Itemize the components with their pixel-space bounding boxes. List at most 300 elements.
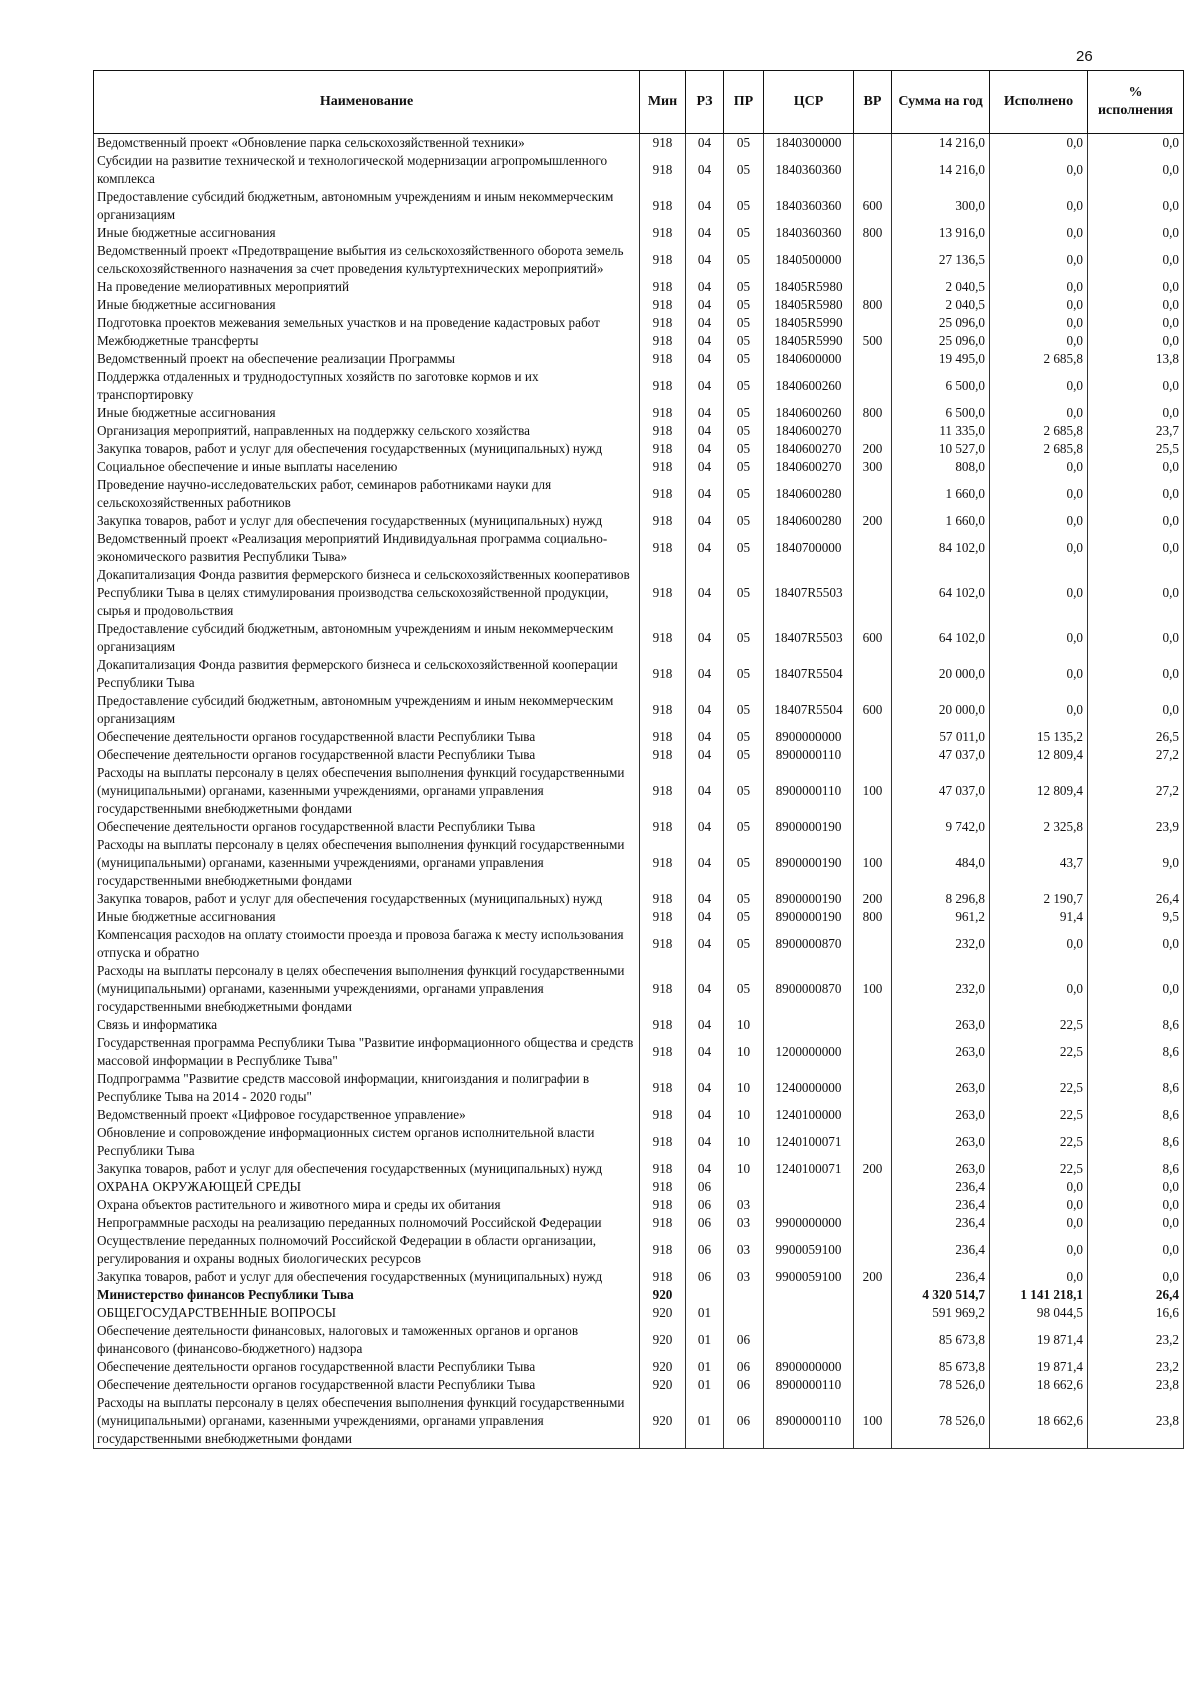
cell-done: 0,0	[990, 278, 1088, 296]
cell-name: ОБЩЕГОСУДАРСТВЕННЫЕ ВОПРОСЫ	[94, 1304, 640, 1322]
cell-min: 918	[640, 1178, 686, 1196]
cell-sum: 25 096,0	[892, 332, 990, 350]
cell-rz: 04	[686, 836, 724, 890]
cell-sum: 85 673,8	[892, 1358, 990, 1376]
cell-pr: 05	[724, 530, 764, 566]
cell-pct: 23,9	[1088, 818, 1184, 836]
cell-csr: 8900000190	[764, 890, 854, 908]
cell-pr: 05	[724, 656, 764, 692]
table-row	[94, 818, 1184, 836]
cell-pct: 0,0	[1088, 134, 1184, 153]
cell-sum: 10 527,0	[892, 440, 990, 458]
cell-min: 918	[640, 440, 686, 458]
cell-name: Организация мероприятий, направленных на поддержку сельского хозяйства	[94, 422, 640, 440]
header-pct: % исполнения	[1088, 71, 1184, 134]
cell-min: 918	[640, 1034, 686, 1070]
cell-name: Поддержка отдаленных и труднодоступных хозяйств по заготовке кормов и их транспортировку	[94, 368, 640, 404]
table-row	[94, 566, 1184, 620]
cell-sum: 8 296,8	[892, 890, 990, 908]
cell-done: 0,0	[990, 152, 1088, 188]
cell-min: 918	[640, 566, 686, 620]
table-row	[94, 1232, 1184, 1268]
cell-rz: 04	[686, 890, 724, 908]
cell-csr: 8900000000	[764, 1358, 854, 1376]
cell-done: 22,5	[990, 1106, 1088, 1124]
cell-vr	[854, 1358, 892, 1376]
cell-vr: 800	[854, 908, 892, 926]
cell-done: 19 871,4	[990, 1322, 1088, 1358]
cell-min: 920	[640, 1322, 686, 1358]
header-sum: Сумма на год	[892, 71, 990, 134]
cell-csr: 8900000870	[764, 926, 854, 962]
cell-vr	[854, 1196, 892, 1214]
cell-pr: 06	[724, 1322, 764, 1358]
cell-vr	[854, 818, 892, 836]
cell-vr	[854, 566, 892, 620]
cell-pct: 0,0	[1088, 368, 1184, 404]
cell-name: Охрана объектов растительного и животного мира и среды их обитания	[94, 1196, 640, 1214]
cell-pr: 05	[724, 332, 764, 350]
cell-name: Обновление и сопровождение информационных систем органов исполнительной власти Республики Тыва	[94, 1124, 640, 1160]
cell-csr: 1840600280	[764, 476, 854, 512]
cell-name: Иные бюджетные ассигнования	[94, 908, 640, 926]
cell-rz: 06	[686, 1196, 724, 1214]
cell-csr: 1840360360	[764, 224, 854, 242]
cell-name: Расходы на выплаты персоналу в целях обеспечения выполнения функций государственными (муниципальными) органами, казенными учреждениями, органами управления государственными внебюджетными фондами	[94, 836, 640, 890]
cell-rz: 04	[686, 1016, 724, 1034]
cell-min: 918	[640, 368, 686, 404]
cell-pr: 05	[724, 818, 764, 836]
cell-name: Государственная программа Республики Тыва "Развитие информационного общества и средств массовой информации в Республике Тыва"	[94, 1034, 640, 1070]
cell-csr: 1240000000	[764, 1070, 854, 1106]
cell-pr	[724, 1178, 764, 1196]
table-row	[94, 728, 1184, 746]
cell-pr: 03	[724, 1268, 764, 1286]
table-row	[94, 620, 1184, 656]
cell-name: Иные бюджетные ассигнования	[94, 224, 640, 242]
table-row	[94, 836, 1184, 890]
cell-min: 918	[640, 818, 686, 836]
header-vr: ВР	[854, 71, 892, 134]
cell-min: 918	[640, 764, 686, 818]
cell-pct: 0,0	[1088, 476, 1184, 512]
cell-sum: 20 000,0	[892, 656, 990, 692]
table-row	[94, 296, 1184, 314]
cell-name: Ведомственный проект «Реализация мероприятий Индивидуальная программа социально-экономического развития Республики Тыва»	[94, 530, 640, 566]
table-row	[94, 440, 1184, 458]
cell-vr: 200	[854, 512, 892, 530]
cell-pct: 26,5	[1088, 728, 1184, 746]
cell-name: Социальное обеспечение и иные выплаты населению	[94, 458, 640, 476]
cell-sum: 1 660,0	[892, 512, 990, 530]
table-row	[94, 422, 1184, 440]
table-row	[94, 692, 1184, 728]
cell-min: 918	[640, 620, 686, 656]
cell-name: Непрограммные расходы на реализацию переданных полномочий Российской Федерации	[94, 1214, 640, 1232]
table-row	[94, 512, 1184, 530]
cell-csr: 1840600270	[764, 440, 854, 458]
cell-pct: 0,0	[1088, 530, 1184, 566]
cell-name: Закупка товаров, работ и услуг для обеспечения государственных (муниципальных) нужд	[94, 1160, 640, 1178]
cell-name: Закупка товаров, работ и услуг для обеспечения государственных (муниципальных) нужд	[94, 890, 640, 908]
cell-pct: 8,6	[1088, 1016, 1184, 1034]
cell-csr: 1840600270	[764, 458, 854, 476]
table-row	[94, 1160, 1184, 1178]
cell-rz: 04	[686, 134, 724, 153]
cell-min: 918	[640, 242, 686, 278]
cell-pct: 8,6	[1088, 1124, 1184, 1160]
table-row	[94, 1376, 1184, 1394]
cell-min: 918	[640, 152, 686, 188]
cell-name: Обеспечение деятельности органов государственной власти Республики Тыва	[94, 818, 640, 836]
cell-sum: 232,0	[892, 962, 990, 1016]
table-row	[94, 476, 1184, 512]
cell-rz: 06	[686, 1178, 724, 1196]
cell-vr: 200	[854, 1268, 892, 1286]
cell-done: 0,0	[990, 1196, 1088, 1214]
cell-csr: 9900000000	[764, 1214, 854, 1232]
cell-sum: 263,0	[892, 1160, 990, 1178]
cell-pr: 10	[724, 1124, 764, 1160]
cell-rz: 06	[686, 1214, 724, 1232]
cell-rz: 04	[686, 908, 724, 926]
cell-vr	[854, 1214, 892, 1232]
cell-name: Ведомственный проект «Цифровое государственное управление»	[94, 1106, 640, 1124]
cell-pct: 0,0	[1088, 1214, 1184, 1232]
cell-name: Предоставление субсидий бюджетным, автономным учреждениям и иным некоммерческим организациям	[94, 620, 640, 656]
cell-name: Докапитализация Фонда развития фермерского бизнеса и сельскохозяйственных кооперативов Республики Тыва в целях стимулирования производства сельскохозяйственной продукции, сырья и продовольствия	[94, 566, 640, 620]
cell-done: 0,0	[990, 224, 1088, 242]
cell-pct: 8,6	[1088, 1034, 1184, 1070]
cell-pct: 23,7	[1088, 422, 1184, 440]
cell-sum: 14 216,0	[892, 134, 990, 153]
cell-pr: 05	[724, 458, 764, 476]
cell-done: 12 809,4	[990, 746, 1088, 764]
cell-rz: 04	[686, 962, 724, 1016]
cell-pct: 23,2	[1088, 1358, 1184, 1376]
cell-min: 918	[640, 836, 686, 890]
cell-pct: 0,0	[1088, 332, 1184, 350]
cell-sum: 78 526,0	[892, 1376, 990, 1394]
table-row	[94, 404, 1184, 422]
cell-vr	[854, 134, 892, 153]
cell-sum: 236,4	[892, 1178, 990, 1196]
cell-rz: 04	[686, 476, 724, 512]
cell-done: 0,0	[990, 188, 1088, 224]
cell-sum: 84 102,0	[892, 530, 990, 566]
cell-name: Иные бюджетные ассигнования	[94, 404, 640, 422]
cell-vr	[854, 1106, 892, 1124]
cell-vr	[854, 1124, 892, 1160]
cell-vr: 200	[854, 440, 892, 458]
cell-name: Обеспечение деятельности органов государственной власти Республики Тыва	[94, 728, 640, 746]
cell-done: 0,0	[990, 134, 1088, 153]
cell-pr: 05	[724, 188, 764, 224]
cell-vr	[854, 1016, 892, 1034]
cell-name: Подпрограмма "Развитие средств массовой информации, книгоиздания и полиграфии в Республике Тыва на 2014 - 2020 годы"	[94, 1070, 640, 1106]
cell-pct: 23,8	[1088, 1376, 1184, 1394]
cell-pct: 26,4	[1088, 890, 1184, 908]
cell-pr: 05	[724, 566, 764, 620]
cell-pr: 10	[724, 1034, 764, 1070]
cell-done: 0,0	[990, 242, 1088, 278]
cell-csr: 1200000000	[764, 1034, 854, 1070]
cell-rz: 04	[686, 692, 724, 728]
cell-rz: 04	[686, 404, 724, 422]
cell-rz: 04	[686, 818, 724, 836]
cell-vr	[854, 152, 892, 188]
cell-sum: 961,2	[892, 908, 990, 926]
cell-min: 920	[640, 1286, 686, 1304]
cell-done: 12 809,4	[990, 764, 1088, 818]
cell-vr: 600	[854, 692, 892, 728]
cell-min: 918	[640, 692, 686, 728]
cell-pr: 05	[724, 746, 764, 764]
cell-pr	[724, 1286, 764, 1304]
cell-vr: 800	[854, 296, 892, 314]
table-header-row	[94, 71, 1184, 134]
cell-pr: 10	[724, 1106, 764, 1124]
cell-pct: 27,2	[1088, 764, 1184, 818]
cell-name: Проведение научно-исследовательских работ, семинаров работниками науки для сельскохозяйственных работников	[94, 476, 640, 512]
table-row	[94, 890, 1184, 908]
table-row	[94, 746, 1184, 764]
cell-done: 91,4	[990, 908, 1088, 926]
cell-rz: 04	[686, 746, 724, 764]
cell-pct: 0,0	[1088, 152, 1184, 188]
cell-min: 918	[640, 530, 686, 566]
cell-min: 918	[640, 1268, 686, 1286]
cell-done: 0,0	[990, 530, 1088, 566]
cell-vr	[854, 350, 892, 368]
cell-csr: 9900059100	[764, 1232, 854, 1268]
cell-pr: 05	[724, 404, 764, 422]
table-row	[94, 1196, 1184, 1214]
cell-csr: 8900000110	[764, 746, 854, 764]
cell-pct: 0,0	[1088, 458, 1184, 476]
cell-rz: 01	[686, 1304, 724, 1322]
table-row	[94, 278, 1184, 296]
cell-csr: 18407R5504	[764, 692, 854, 728]
cell-name: Министерство финансов Республики Тыва	[94, 1286, 640, 1304]
cell-done: 0,0	[990, 620, 1088, 656]
cell-vr: 100	[854, 764, 892, 818]
table-row	[94, 530, 1184, 566]
cell-sum: 2 040,5	[892, 278, 990, 296]
cell-csr: 1840600260	[764, 404, 854, 422]
cell-csr	[764, 1196, 854, 1214]
cell-sum: 9 742,0	[892, 818, 990, 836]
cell-sum: 64 102,0	[892, 566, 990, 620]
cell-vr: 600	[854, 620, 892, 656]
cell-rz: 04	[686, 224, 724, 242]
cell-rz: 04	[686, 656, 724, 692]
cell-csr	[764, 1304, 854, 1322]
cell-name: Докапитализация Фонда развития фермерского бизнеса и сельскохозяйственной кооперации Республики Тыва	[94, 656, 640, 692]
table-row	[94, 224, 1184, 242]
cell-pct: 13,8	[1088, 350, 1184, 368]
cell-vr	[854, 1322, 892, 1358]
cell-csr: 1840600270	[764, 422, 854, 440]
cell-done: 18 662,6	[990, 1376, 1088, 1394]
cell-pct: 0,0	[1088, 296, 1184, 314]
cell-pr: 06	[724, 1358, 764, 1376]
cell-done: 0,0	[990, 656, 1088, 692]
cell-done: 0,0	[990, 332, 1088, 350]
cell-csr: 18405R5980	[764, 296, 854, 314]
cell-pct: 0,0	[1088, 242, 1184, 278]
cell-rz: 04	[686, 512, 724, 530]
cell-min: 918	[640, 512, 686, 530]
cell-sum: 11 335,0	[892, 422, 990, 440]
table-row	[94, 1034, 1184, 1070]
cell-min: 918	[640, 476, 686, 512]
table-row	[94, 1304, 1184, 1322]
cell-csr: 1840360360	[764, 188, 854, 224]
cell-sum: 263,0	[892, 1034, 990, 1070]
cell-done: 0,0	[990, 368, 1088, 404]
header-min: Мин	[640, 71, 686, 134]
cell-csr: 18407R5503	[764, 566, 854, 620]
cell-csr	[764, 1016, 854, 1034]
table-row	[94, 242, 1184, 278]
cell-vr: 200	[854, 890, 892, 908]
cell-sum: 64 102,0	[892, 620, 990, 656]
cell-csr: 1840360360	[764, 152, 854, 188]
cell-done: 0,0	[990, 512, 1088, 530]
cell-pct: 0,0	[1088, 1196, 1184, 1214]
cell-done: 0,0	[990, 1178, 1088, 1196]
cell-pct: 23,8	[1088, 1394, 1184, 1449]
header-csr: ЦСР	[764, 71, 854, 134]
cell-name: Расходы на выплаты персоналу в целях обеспечения выполнения функций государственными (муниципальными) органами, казенными учреждениями, органами управления государственными внебюджетными фондами	[94, 1394, 640, 1449]
cell-pct: 27,2	[1088, 746, 1184, 764]
cell-vr	[854, 476, 892, 512]
cell-pr: 03	[724, 1196, 764, 1214]
cell-done: 1 141 218,1	[990, 1286, 1088, 1304]
cell-pr: 05	[724, 296, 764, 314]
cell-done: 0,0	[990, 404, 1088, 422]
cell-pct: 25,5	[1088, 440, 1184, 458]
cell-vr	[854, 1034, 892, 1070]
cell-csr	[764, 1178, 854, 1196]
cell-min: 918	[640, 314, 686, 332]
cell-csr: 1840300000	[764, 134, 854, 153]
cell-sum: 236,4	[892, 1268, 990, 1286]
cell-sum: 47 037,0	[892, 746, 990, 764]
cell-rz: 04	[686, 314, 724, 332]
header-rz: РЗ	[686, 71, 724, 134]
cell-done: 0,0	[990, 476, 1088, 512]
cell-done: 2 325,8	[990, 818, 1088, 836]
cell-rz: 04	[686, 1160, 724, 1178]
cell-rz: 04	[686, 422, 724, 440]
cell-vr	[854, 926, 892, 962]
cell-pr: 06	[724, 1376, 764, 1394]
cell-pct: 0,0	[1088, 314, 1184, 332]
cell-done: 0,0	[990, 1214, 1088, 1232]
header-name: Наименование	[94, 71, 640, 134]
cell-pr: 10	[724, 1016, 764, 1034]
cell-name: Иные бюджетные ассигнования	[94, 296, 640, 314]
cell-name: Расходы на выплаты персоналу в целях обеспечения выполнения функций государственными (муниципальными) органами, казенными учреждениями, органами управления государственными внебюджетными фондами	[94, 962, 640, 1016]
cell-done: 0,0	[990, 1232, 1088, 1268]
table-row	[94, 926, 1184, 962]
cell-min: 918	[640, 422, 686, 440]
cell-sum: 1 660,0	[892, 476, 990, 512]
cell-csr: 18405R5990	[764, 314, 854, 332]
table-body	[94, 134, 1184, 1449]
cell-name: Обеспечение деятельности органов государственной власти Республики Тыва	[94, 1358, 640, 1376]
cell-min: 920	[640, 1376, 686, 1394]
cell-rz: 04	[686, 458, 724, 476]
cell-name: Ведомственный проект «Обновление парка сельскохозяйственной техники»	[94, 134, 640, 153]
cell-done: 18 662,6	[990, 1394, 1088, 1449]
cell-vr	[854, 1286, 892, 1304]
cell-min: 918	[640, 296, 686, 314]
cell-pct: 0,0	[1088, 1232, 1184, 1268]
cell-sum: 808,0	[892, 458, 990, 476]
table-row	[94, 368, 1184, 404]
cell-name: Предоставление субсидий бюджетным, автономным учреждениям и иным некоммерческим организациям	[94, 188, 640, 224]
cell-sum: 263,0	[892, 1106, 990, 1124]
table-row	[94, 1178, 1184, 1196]
cell-csr: 18405R5990	[764, 332, 854, 350]
cell-pct: 0,0	[1088, 512, 1184, 530]
cell-sum: 591 969,2	[892, 1304, 990, 1322]
cell-rz	[686, 1286, 724, 1304]
cell-csr: 8900000110	[764, 1394, 854, 1449]
cell-name: Обеспечение деятельности органов государственной власти Республики Тыва	[94, 1376, 640, 1394]
cell-vr	[854, 314, 892, 332]
cell-pct: 0,0	[1088, 926, 1184, 962]
cell-sum: 236,4	[892, 1232, 990, 1268]
cell-sum: 27 136,5	[892, 242, 990, 278]
cell-done: 0,0	[990, 314, 1088, 332]
cell-done: 2 685,8	[990, 350, 1088, 368]
cell-name: Закупка товаров, работ и услуг для обеспечения государственных (муниципальных) нужд	[94, 512, 640, 530]
cell-pct: 0,0	[1088, 656, 1184, 692]
cell-min: 918	[640, 746, 686, 764]
cell-vr	[854, 1304, 892, 1322]
table-row	[94, 152, 1184, 188]
cell-vr	[854, 278, 892, 296]
cell-min: 920	[640, 1358, 686, 1376]
cell-min: 918	[640, 350, 686, 368]
table-row	[94, 1016, 1184, 1034]
table-row	[94, 458, 1184, 476]
cell-csr: 18405R5980	[764, 278, 854, 296]
header-done: Исполнено	[990, 71, 1088, 134]
table-row	[94, 764, 1184, 818]
cell-csr: 8900000000	[764, 728, 854, 746]
header-pr: ПР	[724, 71, 764, 134]
table-row	[94, 314, 1184, 332]
cell-min: 918	[640, 134, 686, 153]
cell-name: Компенсация расходов на оплату стоимости проезда и провоза багажа к месту использования отпуска и обратно	[94, 926, 640, 962]
cell-pct: 0,0	[1088, 1178, 1184, 1196]
cell-vr	[854, 746, 892, 764]
cell-min: 918	[640, 908, 686, 926]
cell-pct: 0,0	[1088, 1268, 1184, 1286]
cell-name: Субсидии на развитие технической и технологической модернизации агропромышленного комплекса	[94, 152, 640, 188]
cell-min: 918	[640, 962, 686, 1016]
cell-vr: 100	[854, 962, 892, 1016]
cell-csr: 18407R5504	[764, 656, 854, 692]
cell-done: 0,0	[990, 962, 1088, 1016]
cell-rz: 04	[686, 1034, 724, 1070]
cell-csr: 1840500000	[764, 242, 854, 278]
